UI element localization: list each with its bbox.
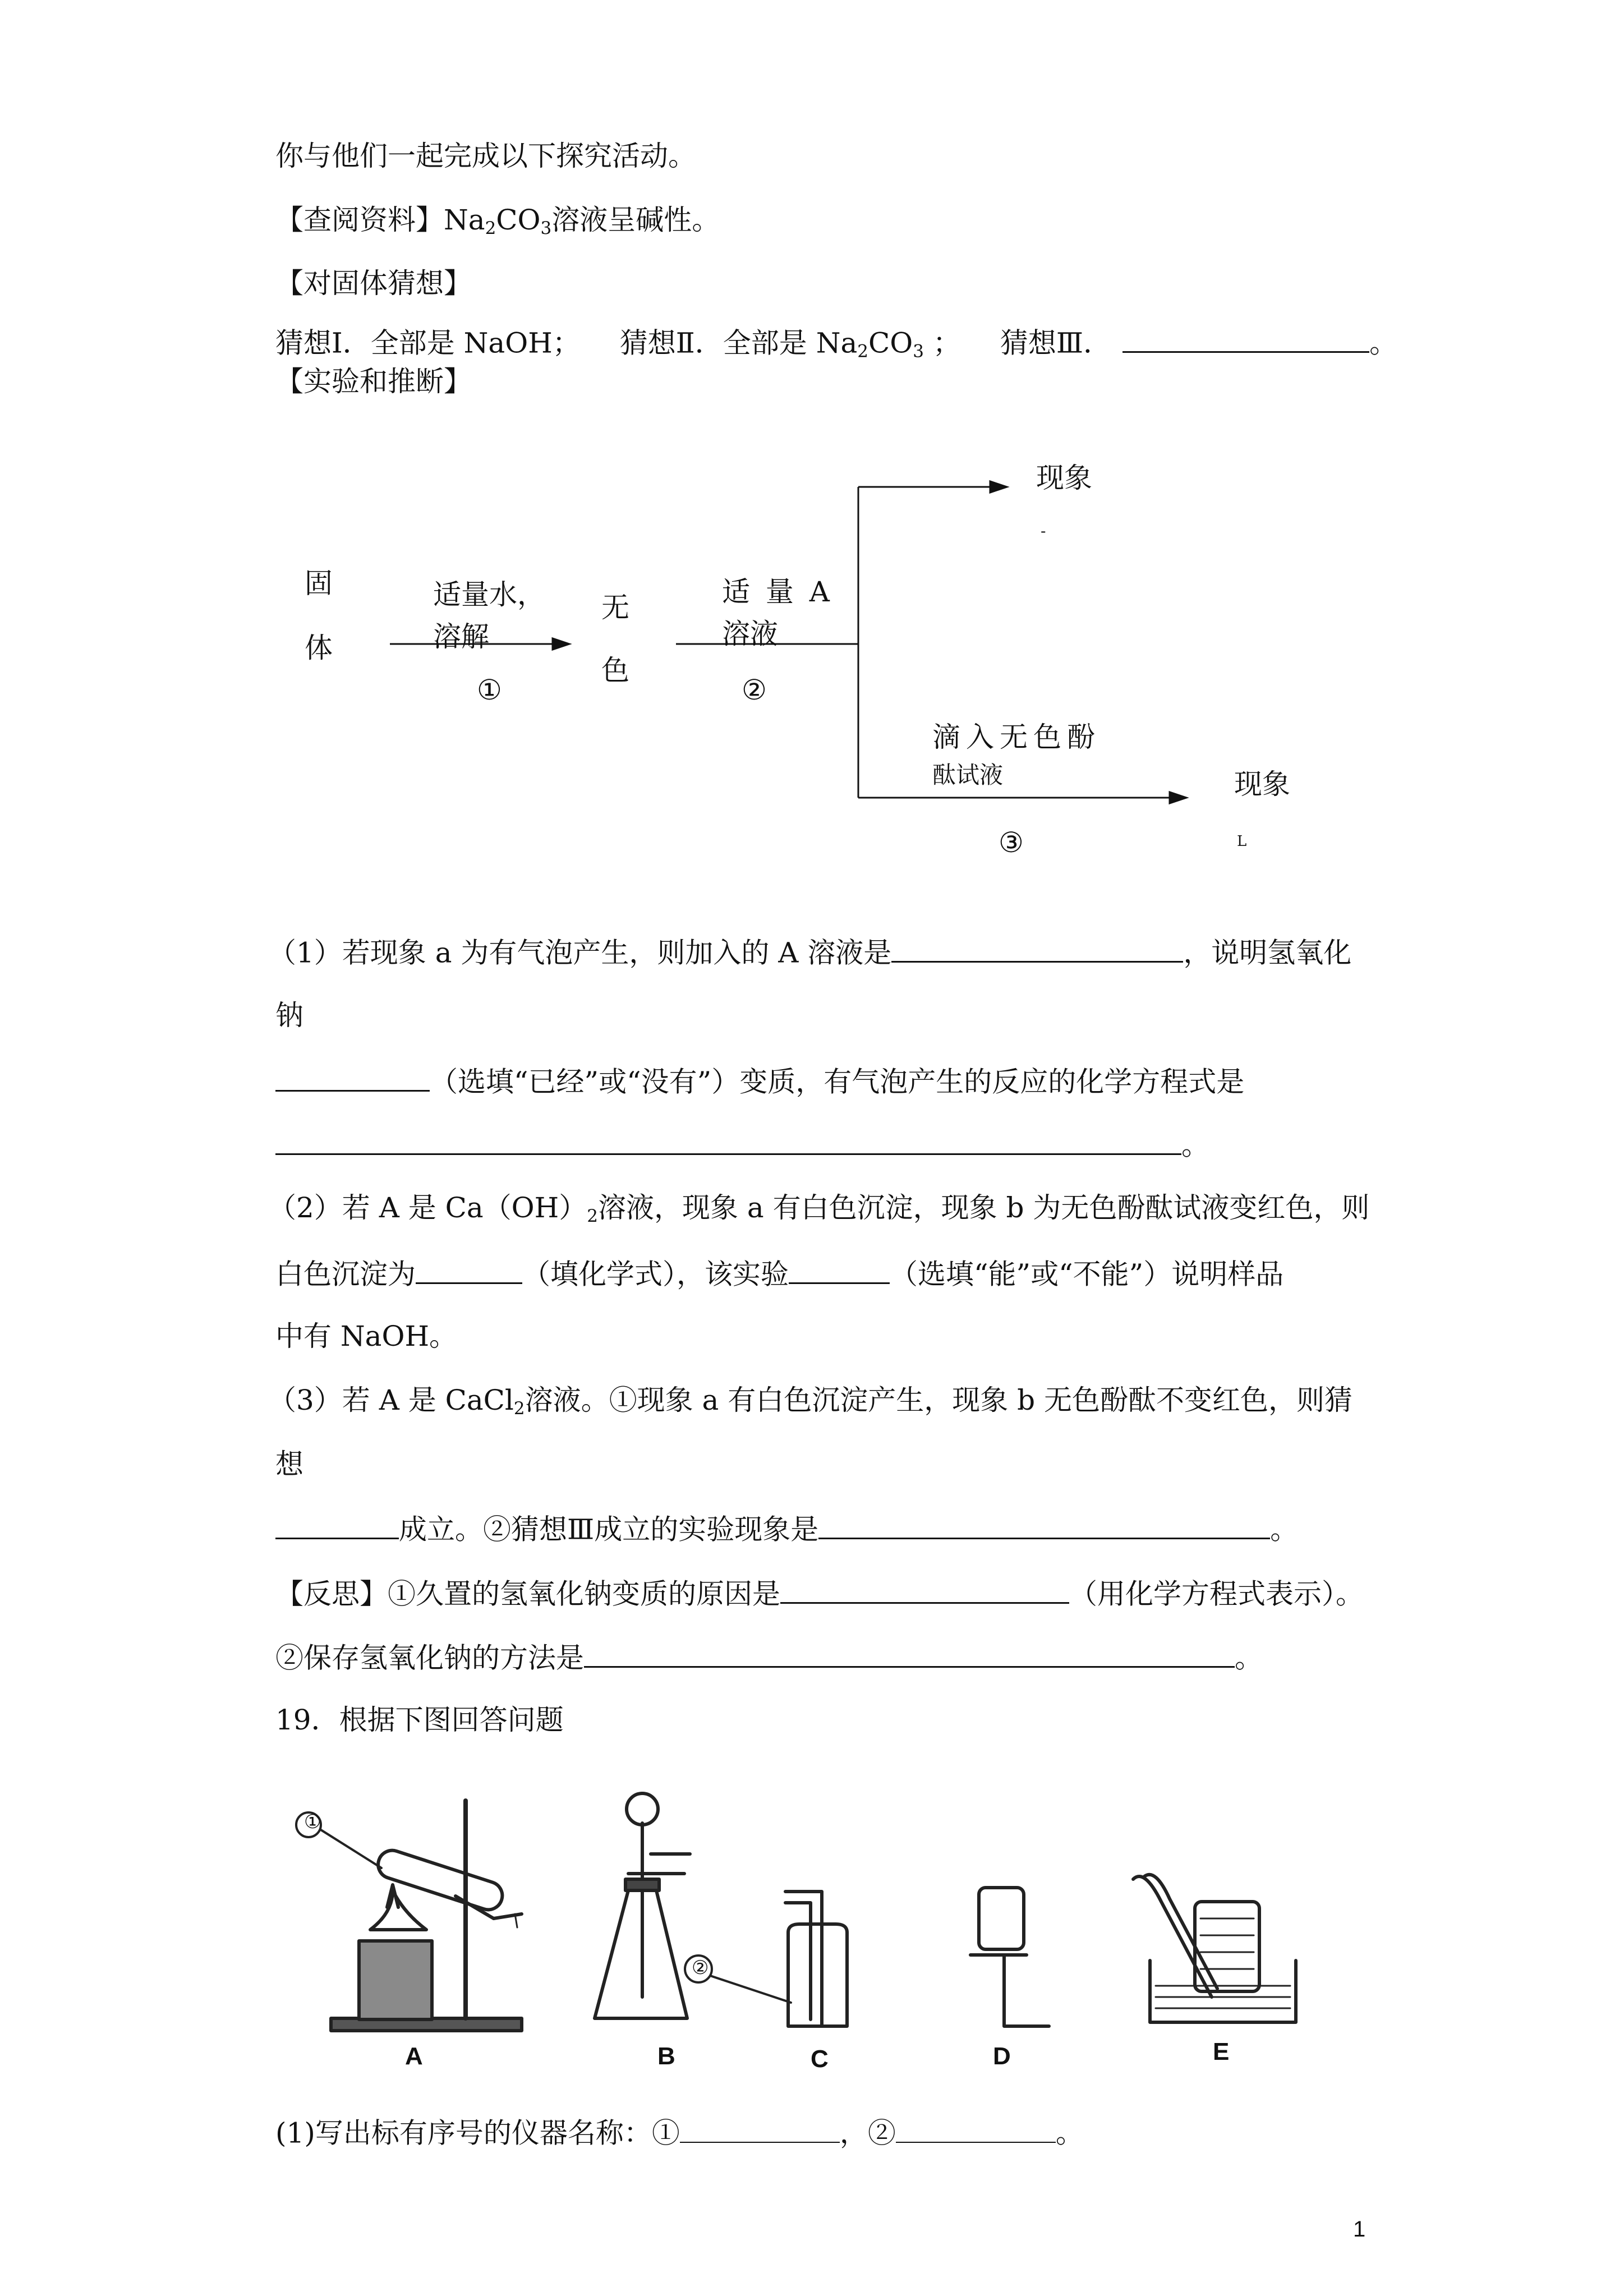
separatory-funnel xyxy=(627,1793,658,1825)
guess-end: 。 xyxy=(1369,326,1398,360)
apparatus-number-2: ② xyxy=(692,1957,709,1978)
collecting-bottle xyxy=(1195,1902,1259,1991)
flow-phenomenon-a-mark: - xyxy=(1041,522,1046,540)
apparatus-label-b: B xyxy=(657,2042,675,2070)
q1-text: ，说明氢氧化 xyxy=(1183,936,1352,969)
q2-text: 溶液，现象 a 有白色沉淀，现象 b 为无色酚酞试液变红色，则 xyxy=(598,1191,1370,1224)
delivery-tube xyxy=(1133,1876,1212,1997)
test-tube xyxy=(375,1847,506,1913)
subscript: 2 xyxy=(587,1205,598,1226)
flow-colorless-1: 无 xyxy=(601,591,629,624)
q1-line-2: 钠 xyxy=(275,999,303,1032)
experiment-heading: 【实验和推断】 xyxy=(275,365,472,398)
q2-text: 白色沉淀为 xyxy=(275,1258,416,1291)
flow-phenomenon-b-mark: L xyxy=(1237,833,1247,850)
apparatus-number-1: ① xyxy=(304,1811,321,1833)
apparatus-label-e: E xyxy=(1213,2038,1230,2065)
guess-3: 猜想Ⅲ． xyxy=(1000,326,1112,360)
flow-step1-label2: 溶解 xyxy=(433,620,489,653)
alcohol-lamp xyxy=(370,1890,426,1930)
answer-blank[interactable] xyxy=(680,2115,840,2143)
info-text: 溶液呈碱性。 xyxy=(551,204,720,236)
formula-part: ； xyxy=(923,326,961,360)
q19-text: ，② xyxy=(839,2116,896,2150)
wooden-block xyxy=(359,1941,432,2019)
info-heading: 【查阅资料】 xyxy=(275,204,444,236)
q19-end: 。 xyxy=(1055,2116,1084,2150)
formula-part: CO xyxy=(496,204,541,236)
q2-line-3: 中有 NaOH。 xyxy=(275,1320,458,1352)
q3-end: 。 xyxy=(1270,1513,1299,1546)
subscript: 3 xyxy=(540,218,552,238)
flow-step2-label: 适 量 A xyxy=(722,576,833,608)
gas-bottle xyxy=(788,1924,847,2026)
q3-text: 溶液。①现象 a 有白色沉淀产生，现象 b 无色酚酞不变红色，则猜 xyxy=(525,1384,1353,1416)
answer-blank[interactable] xyxy=(896,2115,1056,2143)
q3-text: 成立。②猜想Ⅲ成立的实验现象是 xyxy=(399,1513,819,1546)
reflect-text: 【反思】①久置的氢氧化钠变质的原因是 xyxy=(275,1577,780,1611)
q3-line-2: 想 xyxy=(275,1448,303,1480)
q1-text: （选填“已经”或“没有”）变质，有气泡产生的反应的化学方程式是 xyxy=(430,1065,1245,1098)
apparatus-label-a: A xyxy=(405,2042,423,2070)
page-number: 1 xyxy=(1353,2217,1366,2242)
subscript: 3 xyxy=(913,341,924,362)
subscript: 2 xyxy=(485,218,496,238)
question-19-title: 19．根据下图回答问题 xyxy=(275,1704,564,1736)
reflect-text: （用化学方程式表示）。 xyxy=(1069,1577,1364,1611)
guess-2: 猜想Ⅱ．全部是 Na xyxy=(619,326,858,360)
q19-text: (1)写出标有序号的仪器名称：① xyxy=(275,2116,680,2150)
inverted-bottle xyxy=(979,1888,1024,1949)
q2-text: （填化学式），该实验 xyxy=(522,1258,789,1291)
flow-solid-2: 体 xyxy=(305,632,333,664)
apparatus-label-c: C xyxy=(811,2045,829,2073)
reflect-end: 。 xyxy=(1235,1641,1263,1674)
subscript: 2 xyxy=(513,1398,525,1419)
flow-step1-number: ① xyxy=(477,674,502,706)
formula-part: CO xyxy=(868,326,913,360)
apparatus-label-d: D xyxy=(993,2042,1011,2070)
flow-step2-number: ② xyxy=(742,674,767,706)
flow-step3-number: ③ xyxy=(999,826,1024,859)
q3-text: （3）若 A 是 CaCl xyxy=(268,1384,514,1416)
q2-text: （2）若 A 是 Ca（OH） xyxy=(268,1191,587,1224)
q1-text: （1）若现象 a 为有气泡产生，则加入的 A 溶液是 xyxy=(268,936,892,969)
flow-phenomenon-a: 现象 xyxy=(1036,462,1092,494)
subscript: 2 xyxy=(857,341,868,362)
flow-solid-1: 固 xyxy=(305,567,333,600)
reflect-text: ②保存氢氧化钠的方法是 xyxy=(275,1641,584,1674)
formula-part: Na xyxy=(444,204,485,236)
q2-text: （选填“能”或“不能”）说明样品 xyxy=(890,1258,1284,1291)
guess-heading: 【对固体猜想】 xyxy=(275,267,472,300)
flow-colorless-2: 色 xyxy=(601,654,629,687)
guess-1: 猜想Ⅰ．全部是 NaOH； xyxy=(275,326,581,360)
flow-step3-label: 滴入无色酚 xyxy=(932,721,1101,753)
q1-end: 。 xyxy=(1181,1129,1209,1162)
flow-step1-label: 适量水， xyxy=(433,578,545,611)
intro-line: 你与他们一起完成以下探究活动。 xyxy=(275,140,696,172)
flow-step2-label2: 溶液 xyxy=(722,618,778,650)
flow-step3-label2: 酞试液 xyxy=(932,761,1004,789)
flow-phenomenon-b: 现象 xyxy=(1234,768,1290,800)
q19-1-line xyxy=(275,2115,1084,2150)
